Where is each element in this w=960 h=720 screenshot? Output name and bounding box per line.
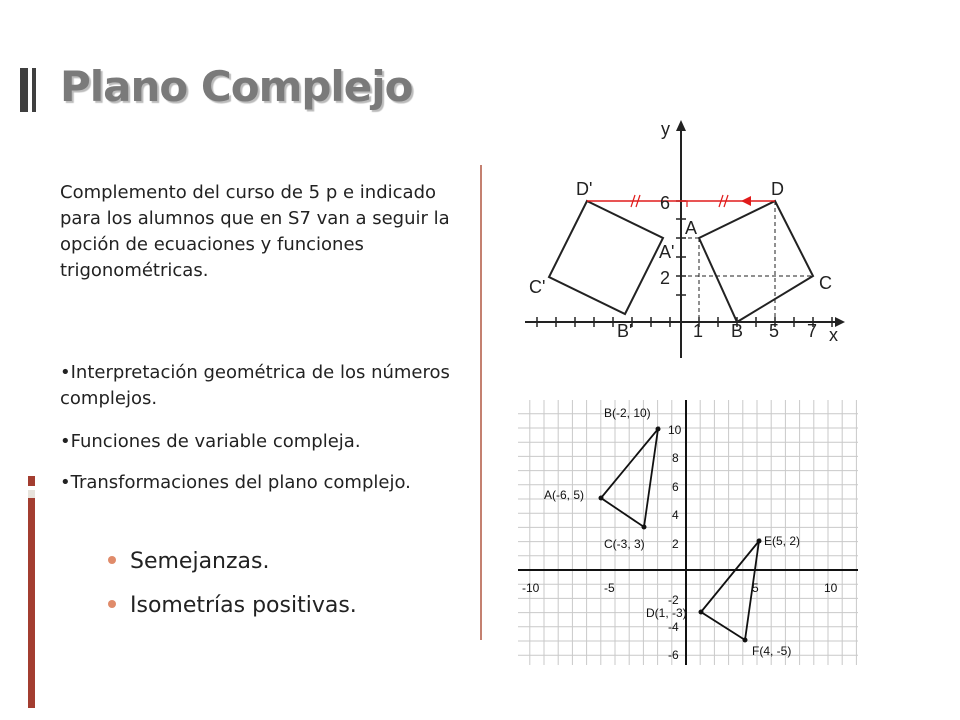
point-label: C	[819, 273, 832, 293]
decor-square-light	[28, 490, 35, 498]
y-tick-label: 6	[672, 480, 679, 494]
x-tick-label: 7	[807, 321, 818, 341]
topic-item: •Funciones de variable compleja.	[60, 431, 361, 452]
y-tick-label: 4	[672, 508, 679, 522]
content-divider	[480, 165, 482, 640]
point-label: E(5, 2)	[764, 534, 801, 548]
slide-title: Plano Complejo	[60, 62, 413, 111]
point-label: A'	[659, 242, 675, 262]
left-accent-bar	[28, 498, 35, 708]
y-tick-label: -2	[668, 593, 679, 607]
point-label: A(-6, 5)	[544, 488, 585, 502]
subtopic-item	[108, 549, 270, 574]
y-tick-label: -4	[668, 620, 679, 634]
guide-lines	[681, 201, 813, 322]
point-label: B(-2, 10)	[604, 406, 651, 420]
point-label: D	[771, 179, 784, 199]
title-accent-bar-2	[32, 68, 36, 112]
y-axis-arrow-icon	[676, 120, 686, 131]
bullet-dot-icon	[108, 556, 116, 564]
y-tick-label: 8	[672, 451, 679, 465]
arrow-head-icon	[741, 196, 751, 206]
topic-item: •Transformaciones del plano complejo.	[60, 472, 411, 493]
original-shape	[699, 201, 813, 322]
y-tick-label: 2	[660, 268, 671, 288]
bullet-dot-icon	[108, 600, 116, 608]
point-label: D(1, -3)	[646, 606, 687, 620]
point-label: C(-3, 3)	[604, 537, 645, 551]
rotation-diagram	[515, 115, 860, 365]
x-tick-label: -10	[522, 581, 540, 595]
triangle-grid-diagram	[518, 400, 858, 665]
point-label: C'	[529, 277, 546, 297]
x-tick-label: -5	[604, 581, 615, 595]
subtopic-label: Isometrías positivas.	[130, 593, 357, 618]
title-accent-bar-1	[20, 68, 28, 112]
y-tick-label: -6	[668, 648, 679, 662]
x-axis-label: x	[829, 325, 838, 345]
topic-item: •Interpretación geométrica de los números complejos.	[60, 362, 450, 409]
point-label: D'	[576, 179, 593, 199]
point-label: B'	[617, 321, 633, 341]
subtopic-label: Semejanzas.	[130, 549, 270, 574]
x-tick-label: 5	[769, 321, 780, 341]
y-axis-label: y	[661, 119, 670, 139]
subtopic-item	[108, 593, 357, 618]
y-tick-label: 10	[668, 423, 682, 437]
y-tick-label: 2	[672, 537, 679, 551]
point-label: B	[731, 321, 744, 341]
x-tick-label: 1	[693, 321, 704, 341]
x-tick-label: 5	[752, 581, 759, 595]
intro-paragraph: Complemento del curso de 5 p e indicado para los alumnos que en S7 van a seguir la opción de ecuaciones y funciones trigonométricas.	[60, 182, 450, 281]
x-tick-label: 10	[824, 581, 838, 595]
decor-square-red	[28, 476, 35, 486]
point-label: A	[685, 218, 698, 238]
rotated-shape	[549, 201, 663, 314]
grid-lines	[518, 400, 858, 665]
y-tick-label: 6	[660, 193, 671, 213]
point-label: F(4, -5)	[752, 644, 792, 658]
